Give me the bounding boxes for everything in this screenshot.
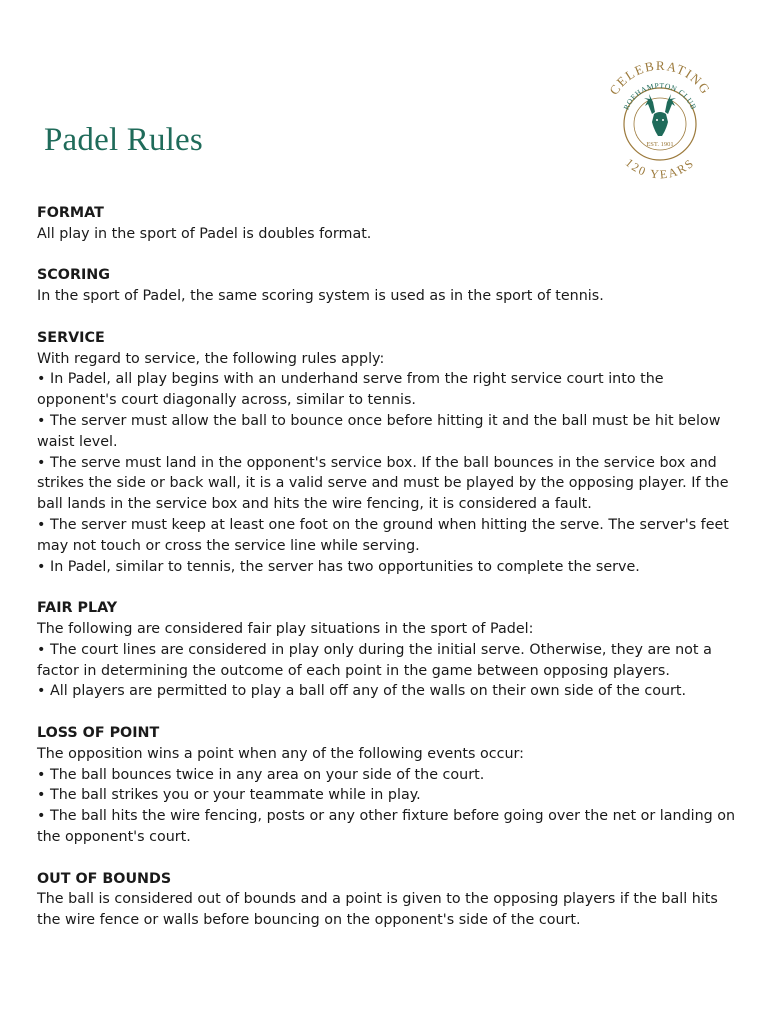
rules-section <box>37 203 737 245</box>
logo-arc-bottom-text: 120 YEARS <box>622 155 698 182</box>
page-title: Padel Rules <box>44 122 203 158</box>
rules-section <box>37 869 737 931</box>
section-heading: FORMAT <box>37 205 104 221</box>
section-intro: The ball is considered out of bounds and a point is given to the opposing players if the ball hits the wire fence or walls before bouncing on the opponent's side of the court. <box>37 891 718 929</box>
section-heading: SCORING <box>37 267 110 284</box>
section-intro: All play in the sport of Padel is doubles format. <box>37 225 372 242</box>
rule-bullet: • The server must keep at least one foot on the ground when hitting the serve. The server's feet may not touch or cross the service line while serving. <box>37 516 729 554</box>
logo-est-text: EST. 1901 <box>646 141 674 148</box>
rule-bullet: • The server must allow the ball to bounce once before hitting it and the ball must be hit below waist level. <box>37 412 721 450</box>
svg-text:ROEHAMPTON CLUB <box>622 81 699 111</box>
rule-bullet: • The ball bounces twice in any area on your side of the court. <box>37 766 485 783</box>
rules-section <box>37 723 737 848</box>
section-intro: In the sport of Padel, the same scoring system is used as in the sport of tennis. <box>37 288 604 305</box>
svg-text:120 YEARS <box>623 155 698 181</box>
section-intro: With regard to service, the following rules apply: <box>37 350 385 367</box>
section-heading: LOSS OF POINT <box>37 724 160 741</box>
rule-bullet: • The serve must land in the opponent's service box. If the ball bounces in the service box and strikes the side or back wall, it is a valid serve and must be played by the opposing player. If the ball lands in the service box and hits the wire fencing, it is considered a fault. <box>37 454 729 513</box>
logo-ring-text: ROEHAMPTON CLUB <box>621 80 699 112</box>
roehampton-club-logo <box>596 56 724 184</box>
rule-bullet: • The court lines are considered in play only during the initial serve. Otherwise, they are not a factor in determining the outcome of each point in the game between opposing players. <box>37 641 712 679</box>
rule-bullet: • The ball hits the wire fencing, posts or any other fixture before going over the net or landing on the opponent's court. <box>37 808 736 845</box>
section-heading: FAIR PLAY <box>37 600 118 617</box>
stag-head-icon <box>644 94 676 136</box>
section-heading: OUT OF BOUNDS <box>37 870 172 887</box>
logo-arc-top-text: CELEBRATING <box>606 57 714 98</box>
rule-bullet: • The ball strikes you or your teammate while in play. <box>37 787 421 804</box>
section-heading: SERVICE <box>37 329 105 346</box>
section-intro: The opposition wins a point when any of the following events occur: <box>37 745 524 762</box>
rule-bullet: • In Padel, all play begins with an underhand serve from the right service court into the opponent's court diagonally across, similar to tennis. <box>37 371 664 409</box>
rules-content <box>37 203 737 952</box>
svg-text:CELEBRATING <box>606 58 714 98</box>
section-intro: The following are considered fair play situations in the sport of Padel: <box>37 620 534 637</box>
rules-section <box>37 265 737 307</box>
rules-section <box>37 328 737 578</box>
rule-bullet: • All players are permitted to play a ball off any of the walls on their own side of the court. <box>37 683 687 700</box>
rules-section <box>37 598 737 702</box>
rule-bullet: • In Padel, similar to tennis, the server has two opportunities to complete the serve. <box>37 558 640 575</box>
